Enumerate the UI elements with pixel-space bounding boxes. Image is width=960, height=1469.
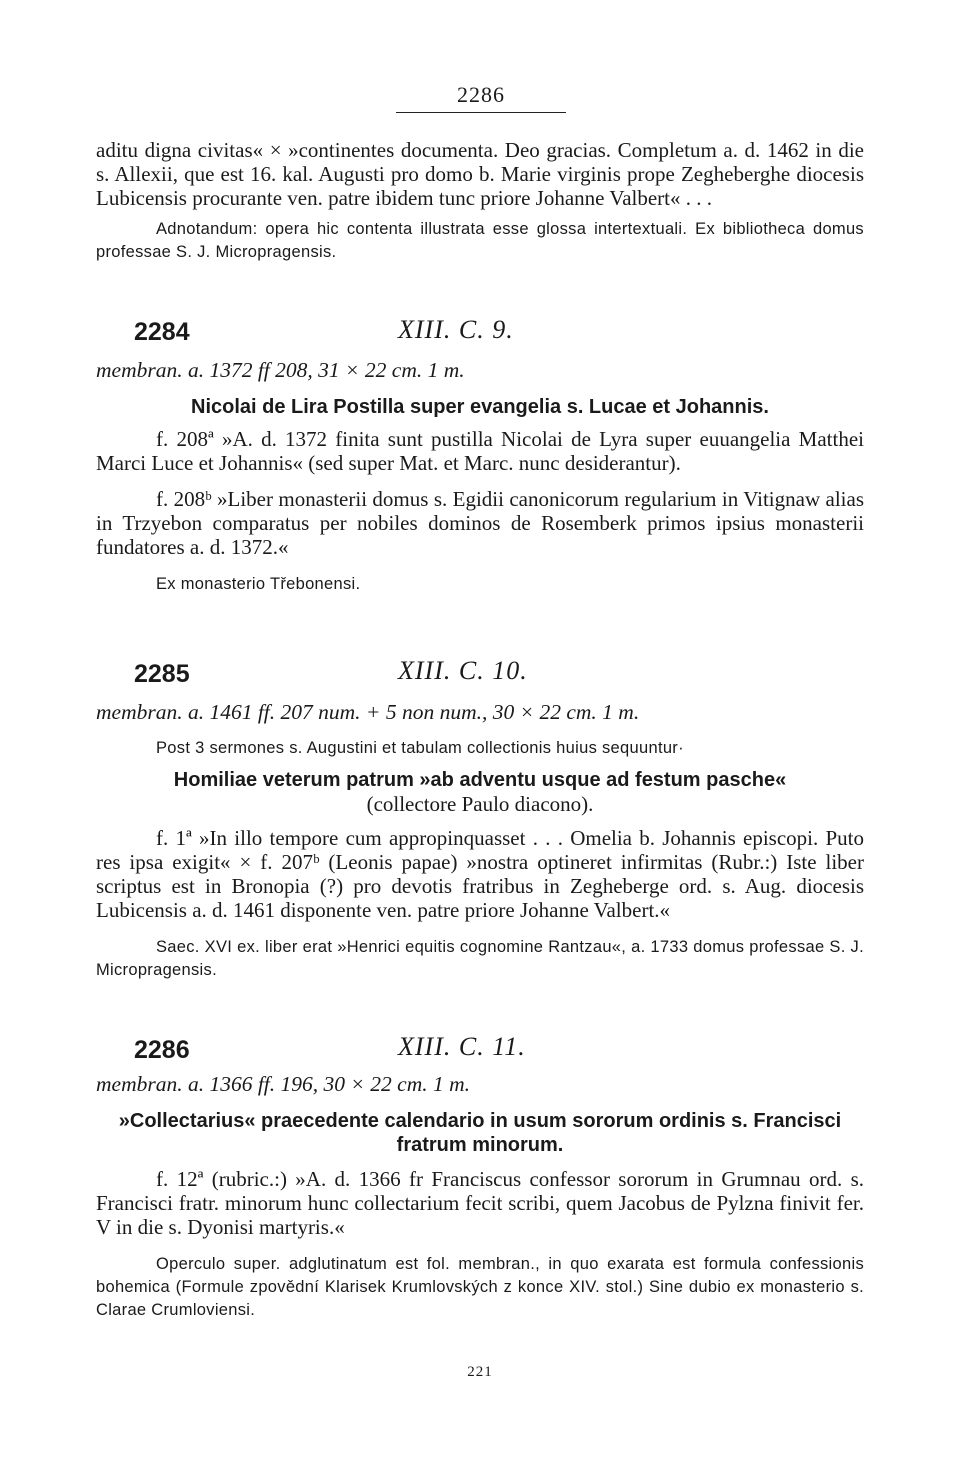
intro-text: aditu digna civitas« × »continentes documenta. Deo gracias. Completum a. d. 1462 in die s. Allexii, que est 16. kal. Augusti pro domo b. Marie virginis prope Zegheberghe diocesis Lubicensis procurante ven. patre ibidem tunc priore Johanne Valbert« . . . bbox=[96, 138, 864, 210]
entry-signature: XIII. C. 9. bbox=[398, 315, 514, 344]
entry-paragraph: f. 12ª (rubric.:) »A. d. 1366 fr Franciscus confessor sororum in Grumnau ord. s. Francisci fratr. minorum hunc collectarium fecit scribi, quem Jacobus de Pylzna finivit fer. V in die s. Dyonisi martyris.« bbox=[96, 1167, 864, 1239]
entry-2284 bbox=[96, 358, 864, 596]
entry-number: 2286 bbox=[134, 1036, 190, 1064]
provenance-note: Saec. XVI ex. liber erat »Henrici equitis cognomine Rantzau«, a. 1733 domus professae S. J. Micropragensis. bbox=[96, 938, 864, 979]
work-title: »Collectarius« praecedente calendario in usum sororum ordinis s. Francisci fratrum minorum. bbox=[118, 1110, 842, 1156]
work-title: Nicolai de Lira Postilla super evangelia s. Lucae et Johannis. bbox=[191, 396, 769, 418]
document-page bbox=[96, 0, 864, 1469]
entry-number: 2285 bbox=[134, 660, 190, 688]
entry-2285 bbox=[96, 700, 864, 982]
work-title: Homiliae veterum patrum »ab adventu usque ad festum pasche« bbox=[173, 769, 787, 791]
provenance-note: Operculo super. adglutinatum est fol. membran., in quo exarata est formula confessionis bohemica (Formule zpovědní Klarisek Krumlovských z konce XIV. stol.) Sine dubio ex monasterio s. Clarae Crumloviensi. bbox=[96, 1255, 864, 1319]
physical-description: membran. a. 1366 ff. 196, 30 × 22 cm. 1 m. bbox=[96, 1072, 471, 1096]
physical-description: membran. a. 1372 ff 208, 31 × 22 cm. 1 m. bbox=[96, 358, 465, 382]
entry-paragraph: f. 208ᵇ »Liber monasterii domus s. Egidii canonicorum regularium in Vitignaw alias in Trzyebon comparatus per nobiles dominos de Rosemberk primos ipsius monasterii fundatores a. d. 1372.« bbox=[96, 487, 864, 559]
pre-note: Post 3 sermones s. Augustini et tabulam collectionis huius sequuntur· bbox=[156, 739, 684, 757]
intro-note: Adnotandum: opera hic contenta illustrata esse glossa intertextuali. Ex bibliotheca domus professae S. J. Micropragensis. bbox=[96, 220, 864, 261]
entry-2286 bbox=[96, 1072, 864, 1322]
entry-paragraph: f. 208ª »A. d. 1372 finita sunt pustilla Nicolai de Lyra super euuangelia Matthei Marci Luce et Johannis« (sed super Mat. et Marc. nunc desiderantur). bbox=[96, 427, 864, 475]
work-subtitle: (collectore Paulo diacono). bbox=[366, 792, 594, 816]
intro-block bbox=[96, 138, 864, 264]
entry-signature: XIII. C. 11. bbox=[398, 1032, 526, 1061]
physical-description: membran. a. 1461 ff. 207 num. + 5 non num., 30 × 22 cm. 1 m. bbox=[96, 700, 640, 724]
provenance-note: Ex monasterio Třebonensi. bbox=[156, 575, 361, 593]
entry-signature: XIII. C. 10. bbox=[398, 656, 528, 685]
entry-number: 2284 bbox=[134, 318, 190, 346]
entry-paragraph: f. 1ª »In illo tempore cum appropinquasset . . . Omelia b. Johannis episcopi. Puto res ipsa exigit« × f. 207ᵇ (Leonis papae) »nostra optineret infirmitas (Rubr.:) Iste liber scriptus est in Bronopia (?) pro devotis fratribus in Zegheberge ord. s. Aug. diocesis Lubicensis a. d. 1461 disponente ven. patre priore Johanne Valbert.« bbox=[96, 826, 864, 922]
running-head: 2286 bbox=[396, 82, 566, 113]
folio-number: 221 bbox=[467, 1364, 493, 1380]
